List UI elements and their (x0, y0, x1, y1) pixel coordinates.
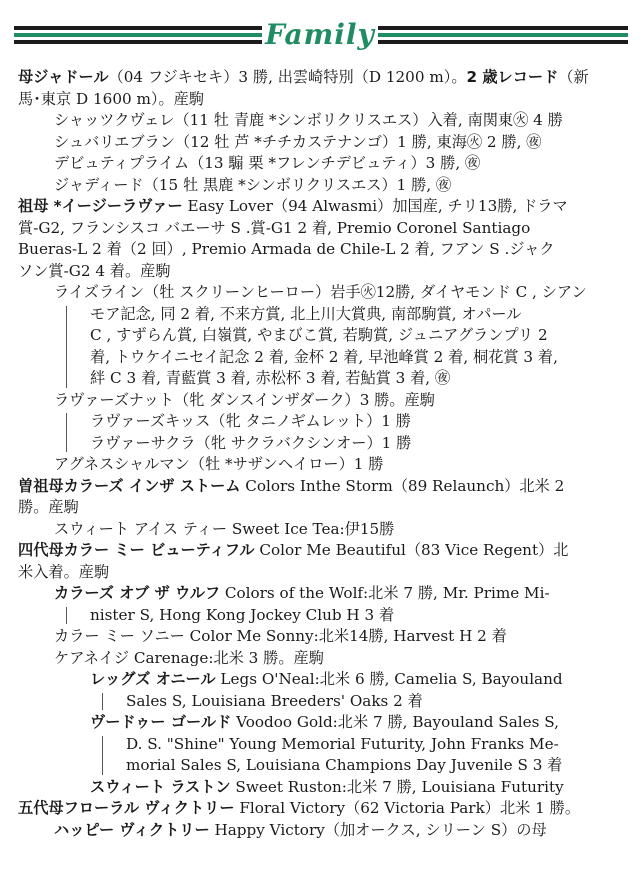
horse-name-bold: ヴードゥー ゴールド (90, 713, 232, 731)
entry-text: モア記念, 同 2 着, 不来方賞, 北上川大賞典, 南部駒賞, オパール (90, 304, 522, 323)
text-line (126, 754, 562, 777)
text-line (54, 131, 541, 154)
rule-bar (14, 40, 262, 44)
entry-text: 着, トウケイニセイ記念 2 着, 金杯 2 着, 早池峰賞 2 着, 桐花賞 3 着, (90, 347, 558, 366)
text-line (18, 475, 564, 498)
horse-name-bold: 五代母フローラル ヴィクトリー (18, 799, 235, 817)
text-line (54, 109, 563, 132)
indent-connector-line (102, 693, 103, 711)
entry-text: 馬･東京 D 1600 m）。産駒 (18, 89, 205, 108)
entry-text: ライズライン（牡 スクリーンヒーロー）岩手㊋12勝, ダイヤモンド C , シアン (54, 283, 587, 301)
entry-text: D. S. "Shine" Young Memorial Futurity, John Franks Me- (126, 734, 559, 753)
horse-name-bold: 母ジャドール (18, 68, 109, 86)
entry-text: C , すずらん賞, 白嶺賞, やまびこ賞, 若駒賞, ジュニアグランプリ 2 (90, 326, 548, 344)
text-line (18, 195, 568, 218)
entry-text: Easy Lover（94 Alwasmi）加国産, チリ13勝, ドラマ (182, 197, 568, 215)
text-line (90, 776, 564, 799)
entry-text: デビュティプライム（13 騸 栗 *フレンチデビュティ）3 勝, ㊰ (54, 154, 481, 172)
text-line (90, 432, 411, 455)
entry-text: 絆 C 3 着, 青藍賞 3 着, 赤松杯 3 着, 若鮎賞 3 着, ㊰ (90, 369, 451, 387)
entry-text: Color Me Beautiful（83 Vice Regent）北 (254, 541, 569, 559)
text-line (90, 367, 450, 390)
horse-name-bold: カラーズ オブ ザ ウルフ (54, 584, 221, 602)
entry-text: Sales S, Louisiana Breeders' Oaks 2 着 (126, 691, 423, 710)
family-header (0, 0, 640, 64)
entry-text: ソン賞-G2 4 着。産駒 (18, 261, 171, 280)
text-line (54, 281, 587, 304)
entry-text: ラヴァーズナット（牝 ダンスインザダーク）3 勝。産駒 (54, 390, 435, 409)
text-line (54, 518, 394, 541)
entry-text: ジャディード（15 牡 黒鹿 *シンボリクリスエス）1 勝, ㊰ (54, 175, 452, 194)
header-rule-left (14, 26, 262, 48)
text-line (90, 668, 563, 691)
text-line (18, 238, 555, 261)
entry-text: Floral Victory（62 Victoria Park）北米 1 勝。 (234, 799, 581, 817)
entry-text: Sweet Ruston:北米 7 勝, Louisiana Futurity (230, 777, 564, 796)
rule-bar (14, 33, 262, 37)
rule-bar (378, 33, 628, 37)
horse-name-bold: ハッピー ヴィクトリー (54, 820, 210, 839)
text-line (18, 260, 171, 283)
indent-connector-line (66, 607, 67, 625)
entry-text: Bueras-L 2 着（2 回）, Premio Armada de Chile-L 2 着, フアン S .ジャク (18, 240, 555, 258)
text-line (18, 66, 589, 89)
entry-text: （新 (558, 68, 589, 86)
text-line (54, 582, 550, 605)
entry-text: Colors of the Wolf:北米 7 勝, Mr. Prime Mi- (220, 584, 550, 602)
text-line (18, 561, 109, 584)
text-line (18, 88, 204, 111)
text-line (54, 819, 547, 842)
header-rule-right (378, 26, 628, 48)
text-line (126, 690, 423, 713)
horse-name-bold: 祖母 *イージーラヴァー (18, 197, 183, 215)
text-line (54, 453, 383, 476)
entry-text: アグネスシャルマン（牡 *サザンヘイロー）1 勝 (54, 455, 384, 473)
entry-text: 米入着。産駒 (18, 562, 110, 581)
section-title: Family (265, 18, 375, 51)
text-line (54, 647, 324, 670)
text-line (90, 303, 522, 326)
indent-connector-line (102, 736, 103, 775)
entry-text: Colors Inthe Storm（89 Relaunch）北米 2 (240, 476, 565, 495)
text-line (18, 496, 79, 519)
entry-text: シャッツクヴェレ（11 牡 青鹿 *シンボリクリスエス）入着, 南関東㊋ 4 勝 (54, 111, 563, 129)
entry-text: （04 フジキセキ）3 勝, 出雲崎特別（D 1200 m）。 (108, 68, 467, 86)
text-line (18, 539, 568, 562)
entry-text: Voodoo Gold:北米 7 勝, Bayouland Sales S, (231, 713, 559, 731)
record-label-bold: 2 歳レコード (466, 68, 559, 86)
text-line (90, 711, 559, 734)
rule-bar (378, 40, 628, 44)
entry-text: ケアネイジ Carenage:北米 3 勝。産駒 (54, 648, 324, 667)
horse-name-bold: レッグズ オニール (90, 670, 216, 688)
text-line (54, 174, 451, 197)
text-line (54, 389, 435, 412)
entry-text: Legs O'Neal:北米 6 勝, Camelia S, Bayouland (215, 670, 563, 688)
entry-text: Happy Victory（加オークス, シリーン S）の母 (209, 820, 547, 839)
entry-text: morial Sales S, Louisiana Champions Day Juvenile S 3 着 (126, 756, 563, 774)
text-line (90, 604, 394, 627)
text-line (90, 410, 411, 433)
entry-text: カラー ミー ソニー Color Me Sonny:北米14勝, Harvest H 2 着 (54, 627, 507, 645)
text-line (18, 797, 580, 820)
entry-text: スウィート アイス ティー Sweet Ice Tea:伊15勝 (54, 519, 395, 538)
text-line (90, 324, 548, 347)
indent-connector-line (66, 413, 67, 452)
entry-text: 賞-G2, フランシスコ バエーサ S .賞-G1 2 着, Premio Coronel Santiago (18, 218, 531, 237)
text-line (54, 625, 507, 648)
entry-text: ラヴァーズキッス（牝 タニノギムレット）1 勝 (90, 412, 411, 430)
entry-text: 勝。産駒 (18, 498, 79, 516)
indent-connector-line (66, 306, 67, 388)
rule-bar (14, 26, 262, 30)
horse-name-bold: 四代母カラー ミー ビューティフル (18, 541, 255, 559)
text-line (90, 346, 558, 369)
text-line (18, 217, 530, 240)
horse-name-bold: 曽祖母カラーズ インザ ストーム (18, 476, 241, 495)
entry-text: ラヴァーサクラ（牝 サクラバクシンオー）1 勝 (90, 433, 412, 452)
text-line (54, 152, 480, 175)
entry-text: nister S, Hong Kong Jockey Club H 3 着 (90, 605, 395, 624)
rule-bar (378, 26, 628, 30)
horse-name-bold: スウィート ラストン (90, 777, 231, 796)
text-line (126, 733, 559, 756)
entry-text: シュバリエブラン（12 牡 芦 *チチカステナンゴ）1 勝, 東海㊋ 2 勝, ㊰ (54, 132, 542, 151)
